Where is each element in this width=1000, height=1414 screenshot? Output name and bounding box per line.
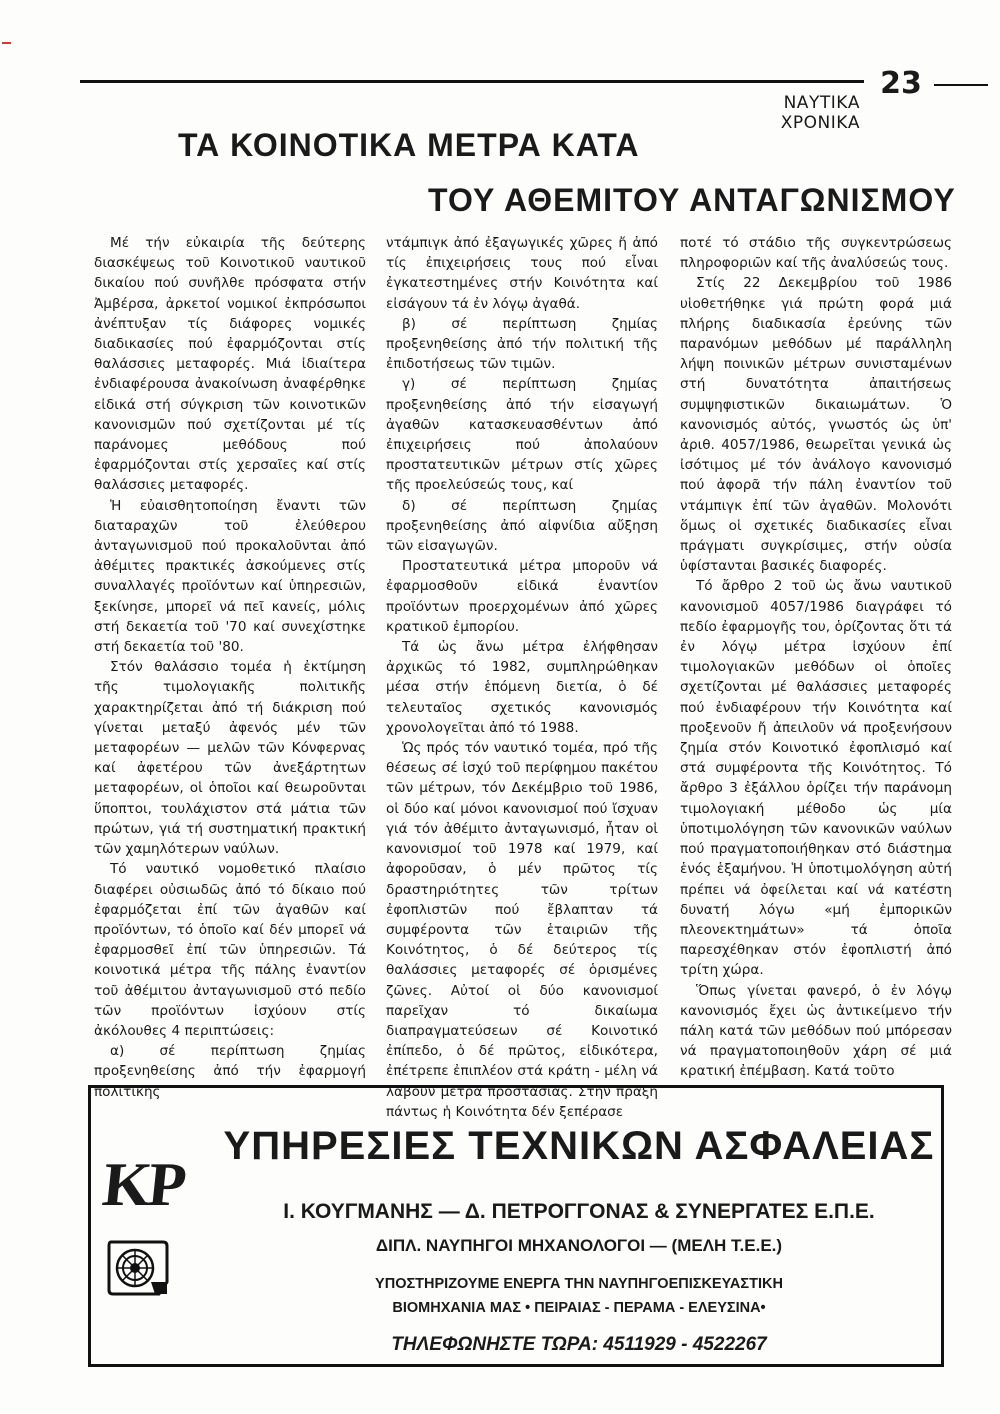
paragraph: γ) σέ περίπτωση ζημίας προξενηθείσης ἀπό τήν εἰσαγωγή ἀγαθῶν κατασκευασθέντων ἀπό ἐπιχειρήσεις πού ἀπολαύουν προστατευτικῶν μέτρων στίς χῶρες τῆς προελεύσεώς τους, καί (386, 376, 658, 494)
ad-phone: ΤΗΛΕΦΩΝΗΣΤΕ ΤΩΡΑ: 4511929 - 4522267 (391, 1334, 767, 1355)
paragraph: Στίς 22 Δεκεμβρίου τοῦ 1986 υἱοθετήθηκε γιά πρώτη φορά μιά πλήρης διαδικασία ἐρεύνης τῶν παρανόμων μεθόδων μέ παράλληλη λήψη ποινικῶν μέτρων συνισταμένων στή δυνατότητα ἀπαιτήσεως συμψηφιστικῶν δικαιωμάτων. Ὁ κανονισμός αὐτός, γνωστός ὡς ὑπ' ἀριθ. 4057/1986, θεωρεῖται γενικά ὡς ἰσότιμος μέ τόν ἀνάλογο κανονισμό πού ἀφορᾶ τήν πάλη ἐναντίον τοῦ ντάμπιγκ ἐπί τῶν ἀγαθῶν. Μολονότι ὅμως οἱ σχετικές διαδικασίες εἶναι πράγματι συγκρίσιμες, στήν οὐσία ὑφίστανται βασικές διαφορές. (680, 275, 952, 575)
article-title-line-1: ΤΑ ΚΟΙΝΟΤΙΚΑ ΜΕΤΡΑ ΚΑΤΑ (178, 127, 640, 163)
article-title-line-2: ΤΟΥ ΑΘΕΜΙΤΟΥ ΑΝΤΑΓΩΝΙΣΜΟΥ (428, 182, 956, 218)
paragraph: Τό ἄρθρο 2 τοῦ ὡς ἄνω ναυτικοῦ κανονισμοῦ 4057/1986 διαγράφει τό πεδίο ἐφαρμογῆς του, ὁρίζοντας ὅτι τά ἐν λόγῳ μέτρα ἰσχύουν ἐπί τιμολογιακῶν μεθόδων οἱ ὁποῖες σχετίζονται μέ θαλάσσιες μεταφορές πού ἐνδιαφέρουν τήν Κοινότητα καί προξενοῦν ἤ ἀπειλοῦν νά προξενήσουν ζημία στόν Κοινοτικό ἐφοπλισμό καί στά συμφέροντα τῆς Κοινότητος. Τό ἄρθρο 3 ἐξάλλου ὁρίζει τήν παράνομη τιμολογιακή μέθοδο ὡς μία ὑποτιμολόγηση τῶν κανονικῶν ναύλων πού πραγματοποιήθηκαν στό διάστημα ἑνός ἑξαμήνου. Ἡ ὑποτιμολόγηση αὐτή πρέπει νά ὀφείλεται καί νά κατέστη δυνατή λόγω «μή ἐμπορικῶν πλεονεκτημάτων» τά ὁποῖα παρεσχέθηκαν στόν ἐφοπλιστή ἀπό τρίτη χώρα. (680, 578, 952, 979)
paragraph: Τά ὡς ἄνω μέτρα ἐλήφθησαν ἀρχικῶς τό 1982, συμπληρώθηκαν μέσα στήν ἑπόμενη διετία, ὁ δέ τελευταῖος σχετικός κανονισμός χρονολογεῖται ἀπό τό 1988. (386, 639, 658, 736)
paragraph: δ) σέ περίπτωση ζημίας προξενηθείσης ἀπό αἰφνίδια αὔξηση τῶν εἰσαγωγῶν. (386, 497, 658, 555)
paragraph: α) σέ περίπτωση ζημίας προξενηθείσης ἀπό τήν ἐφαρμογή πολιτικῆς (94, 1043, 366, 1100)
company-logo: KP (99, 1151, 187, 1219)
paragraph: Ἡ εὐαισθητοποίηση ἔναντι τῶν διαταραχῶν τοῦ ἐλεύθερου ἀνταγωνισμοῦ πού προκαλοῦνται ἀπό ἀθέμιτες πρακτικές ἀσκούμενες στίς συναλλαγές προϊόντων καί ὑπηρεσιῶν, ξεκίνησε, μπορεῖ νά πεῖ κανείς, μόλις στή δεκαετία τοῦ '70 καί συνεχίστηκε στή δεκαετία τοῦ '80. (94, 497, 366, 656)
paragraph: β) σέ περίπτωση ζημίας προξενηθείσης ἀπό τήν πολιτική τῆς ἐπιδοτήσεως τῶν τιμῶν. (386, 315, 658, 373)
article-column-1 (94, 233, 366, 1102)
advertisement-box (88, 1085, 944, 1367)
ad-slogan-2: ΒΙΟΜΗΧΑΝΙΑ ΜΑΣ • ΠΕΙΡΑΙΑΣ - ΠΕΡΑΜΑ - ΕΛΕΥΣΙΝΑ• (392, 1300, 766, 1316)
ad-company-name: Ι. ΚΟΥΓΜΑΝΗΣ — Δ. ΠΕΤΡΟΓΓΟΝΑΣ & ΣΥΝΕΡΓΑΤΕΣ Ε.Π.Ε. (283, 1200, 875, 1223)
paragraph: ποτέ τό στάδιο τῆς συγκεντρώσεως πληροφοριῶν καί τῆς ἀναλύσεώς τους. (680, 235, 952, 272)
article-column-2 (386, 233, 658, 1122)
paragraph: Μέ τήν εὐκαιρία τῆς δεύτερης διασκέψεως τοῦ Κοινοτικοῦ ναυτικοῦ δικαίου πού συνῆλθε πρόσφατα στήν Ἀμβέρσα, ἀρκετοί νομικοί ἐκπρόσωποι ἀνέπτυξαν τίς διάφορες νομικές διαδικασίες πού ἐφαρμόζονται στίς θαλάσσιες μεταφορές. Μιά ἰδιαίτερα ἐνδιαφέρουσα ἀνακοίνωση ἀναφέρθηκε εἰδικά στή σύγκριση τῶν κοινοτικῶν κανονισμῶν πού σχετίζονται μέ τίς παράνομες μεθόδους πού ἐφαρμόζονται στίς χερσαῖες καί στίς θαλάσσιες μεταφορές. (94, 235, 366, 494)
header-rule-right (934, 84, 988, 86)
ad-heading: ΥΠΗΡΕΣΙΕΣ ΤΕΧΝΙΚΩΝ ΑΣΦΑΛΕΙΑΣ (223, 1124, 935, 1168)
paragraph: Στόν θαλάσσιο τομέα ἡ ἐκτίμηση τῆς τιμολογιακῆς πολιτικῆς χαρακτηρίζεται ἀπό τή διάκριση πού γίνεται μεταξύ ἀφενός μέν τῶν μεταφορέων — μελῶν τῶν Κόνφερνας καί ἀφετέρου τῶν ἀνεξάρτητων μεταφορέων, οἱ ὁποῖοι καί θεωροῦνται ὕποπτοι, τουλάχιστον στά μάτια τῶν πρώτων, γιά τή συστηματική πρακτική τῶν χαμηλότερων ναύλων. (94, 659, 366, 858)
magazine-name: ΝΑΥΤΙΚΑ ΧΡΟΝΙΚΑ (780, 93, 860, 133)
header-rule (80, 80, 864, 83)
paragraph: Ὅπως γίνεται φανερό, ὁ ἐν λόγῳ κανονισμός ἔχει ὡς ἀντικείμενο τήν πάλη κατά τῶν μεθόδων πού μπόρεσαν νά πραγματοποιηθοῦν χάρη σέ μιά κρατική ἐπέμβαση. Κατά τοῦτο (680, 982, 952, 1080)
paragraph: ντάμπιγκ ἀπό ἐξαγωγικές χῶρες ἤ ἀπό τίς ἐπιχειρήσεις τους πού εἶναι ἐγκατεστημένες στήν Κοινότητα καί εἰσάγουν τά ἐν λόγῳ ἀγαθά. (386, 235, 658, 312)
scan-margin-mark (2, 42, 11, 44)
article-column-3 (680, 233, 952, 1082)
paragraph: Προστατευτικά μέτρα μποροῦν νά ἐφαρμοσθοῦν εἰδικά ἐναντίον προϊόντων προερχομένων ἀπό χῶρες κρατικοῦ ἐμπορίου. (386, 558, 658, 635)
ad-profession: ΔΙΠΛ. ΝΑΥΠΗΓΟΙ ΜΗΧΑΝΟΛΟΓΟΙ — (ΜΕΛΗ Τ.Ε.Ε.) (375, 1236, 783, 1255)
paragraph: Ὡς πρός τόν ναυτικό τομέα, πρό τῆς θέσεως σέ ἰσχύ τοῦ περίφημου πακέτου τῶν μέτρων, τόν Δεκέμβριο τοῦ 1986, οἱ δύο καί μόνοι κανονισμοί πού ἴσχυαν γιά τόν ἀθέμιτο ἀνταγωνισμό, ἦταν οἱ κανονισμοί τοῦ 1978 καί 1979, καί ἀφοροῦσαν, ὁ μέν πρῶτος τίς δραστηριότητες τῶν τρίτων ἐφοπλιστῶν πού ἔβλαπταν τά συμφέροντα τῶν ἑταιριῶν τῆς Κοινότητος, ὁ δέ δεύτερος τίς θαλάσσιες μεταφορές σέ ὁρισμένες ζῶνες. Αὐτοί οἱ δύο κανονισμοί παρεῖχαν τό δικαίωμα διαπραγματεύσεων σέ Κοινοτικό ἐπίπεδο, ὁ δέ πρῶτος, εἰδικότερα, ἐπέτρεπε ἐπιπλέον στά κράτη - μέλη νά λάβουν μέτρα προστασίας. Στήν πράξη πάντως ἡ Κοινότητα δέν ξεπέρασε (386, 740, 658, 1120)
paragraph: Τό ναυτικό νομοθετικό πλαίσιο διαφέρει οὐσιωδῶς ἀπό τό δίκαιο πού ἐφαρμόζεται ἐπί τῶν ἀγαθῶν καί προϊόντων, τό ὁποῖο καί δέν μπορεῖ νά ἐφαρμοσθεῖ ἐπί τῶν ὑπηρεσιῶν. Τά κοινοτικά μέτρα τῆς πάλης ἐναντίον τοῦ ἀθέμιτου ἀνταγωνισμοῦ στό πεδίο τῶν προϊόντων ἰσχύουν στίς ἀκόλουθες 4 περιπτώσεις: (94, 861, 366, 1039)
ad-slogan-1: ΥΠΟΣΤΗΡΙΖΟΥΜΕ ΕΝΕΡΓΑ ΤΗΝ ΝΑΥΠΗΓΟΕΠΙΣΚΕΥΑΣΤΙΚΗ (375, 1276, 783, 1292)
ship-propeller-emblem-icon (105, 1238, 173, 1298)
page-number: 23 (880, 66, 922, 101)
